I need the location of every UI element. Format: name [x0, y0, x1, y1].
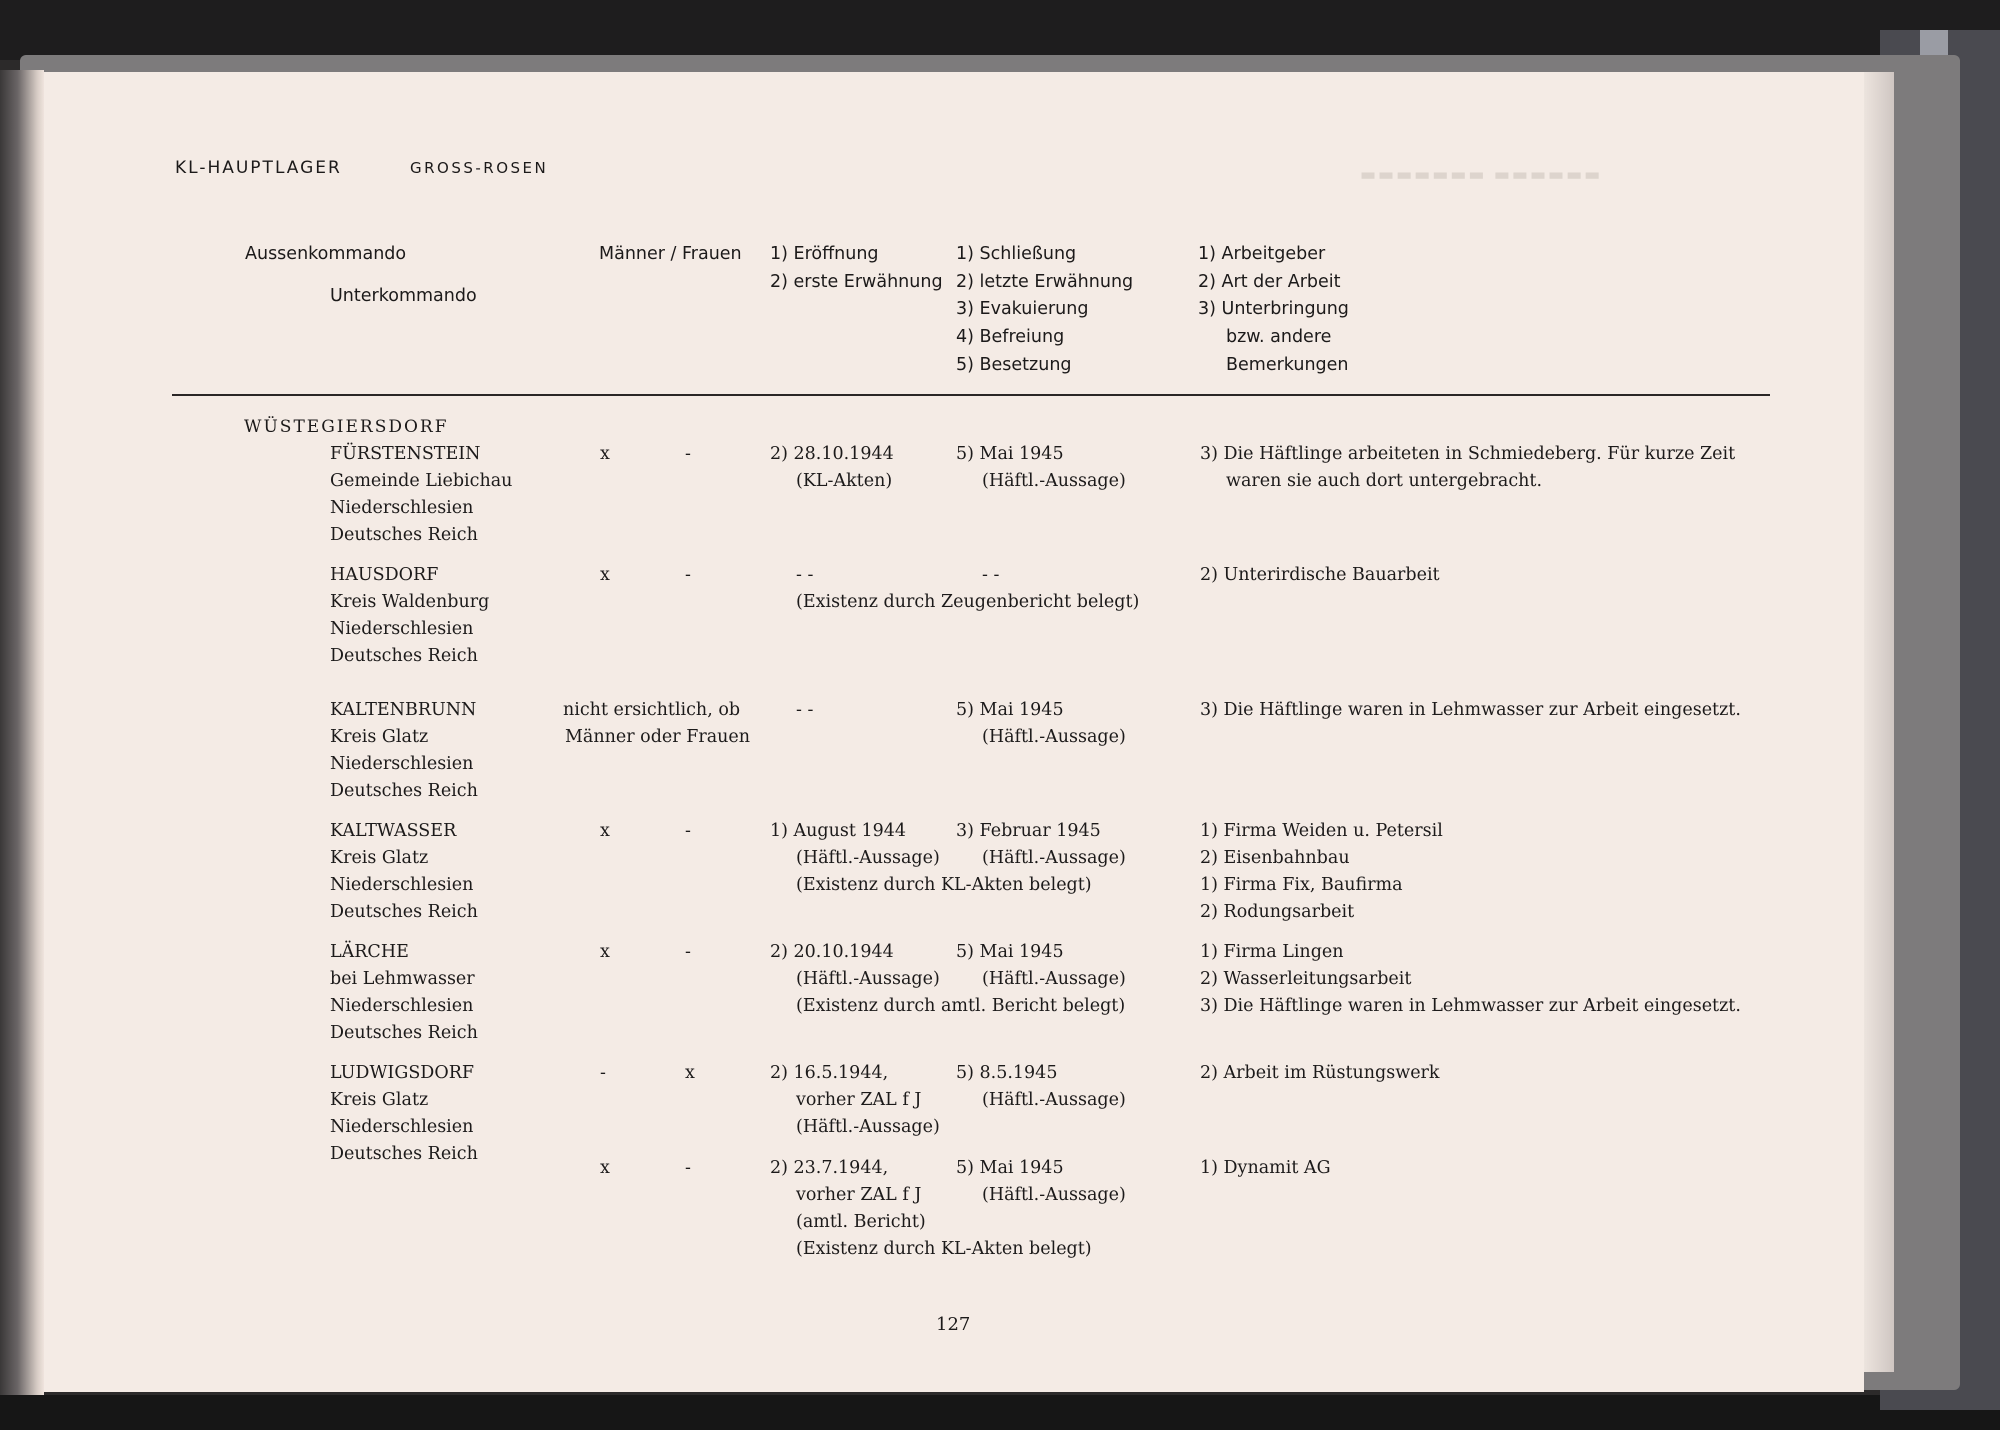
col-heading-gender: Männer / Frauen	[599, 244, 742, 264]
men-mark: x	[600, 1158, 610, 1178]
women-mark: -	[685, 942, 691, 962]
place-name: KALTWASSER	[330, 821, 457, 841]
bleed-through-text: ▬▬▬▬▬▬▬ ▬▬▬▬▬▬	[1360, 165, 1603, 185]
col-heading-aussenkommando: Aussenkommando	[245, 244, 407, 264]
men-mark: x	[600, 942, 610, 962]
women-mark: -	[685, 444, 691, 464]
gender-unclear: nicht ersichtlich, ob	[563, 700, 741, 720]
desk-background-top	[0, 0, 2000, 60]
men-mark: x	[600, 444, 610, 464]
place-name: FÜRSTENSTEIN	[330, 444, 481, 464]
running-header-sub: GROSS-ROSEN	[410, 159, 549, 177]
women-mark: x	[685, 1063, 695, 1083]
men-mark: -	[600, 1063, 606, 1083]
col-heading-closing: 1) Schließung 2) letzte Erwähnung 3) Evakuierung 4) Befreiung 5) Besetzung	[956, 244, 1134, 375]
women-mark: -	[685, 1158, 691, 1178]
book-gutter	[0, 70, 44, 1395]
book-page	[42, 72, 1864, 1392]
header-rule	[172, 394, 1770, 396]
col-heading-remarks: 1) Arbeitgeber 2) Art der Arbeit 3) Unterbringung bzw. andere Bemerkungen	[1198, 244, 1349, 375]
men-mark: x	[600, 565, 610, 585]
place-name: HAUSDORF	[330, 565, 439, 585]
men-mark: x	[600, 821, 610, 841]
women-mark: -	[685, 565, 691, 585]
place-name: KALTENBRUNN	[330, 700, 477, 720]
page-number: 127	[936, 1314, 971, 1335]
page-edge	[1864, 72, 1894, 1372]
place-name: LÄRCHE	[330, 942, 409, 962]
place-name: LUDWIGSDORF	[330, 1063, 475, 1083]
col-heading-opening: 1) Eröffnung 2) erste Erwähnung	[770, 244, 943, 292]
group-heading: WÜSTEGIERSDORF	[244, 417, 449, 437]
women-mark: -	[685, 821, 691, 841]
col-heading-unterkommando: Unterkommando	[330, 286, 477, 306]
running-header-main: KL-HAUPTLAGER	[175, 158, 342, 178]
desk-background-bottom	[0, 1395, 2000, 1430]
